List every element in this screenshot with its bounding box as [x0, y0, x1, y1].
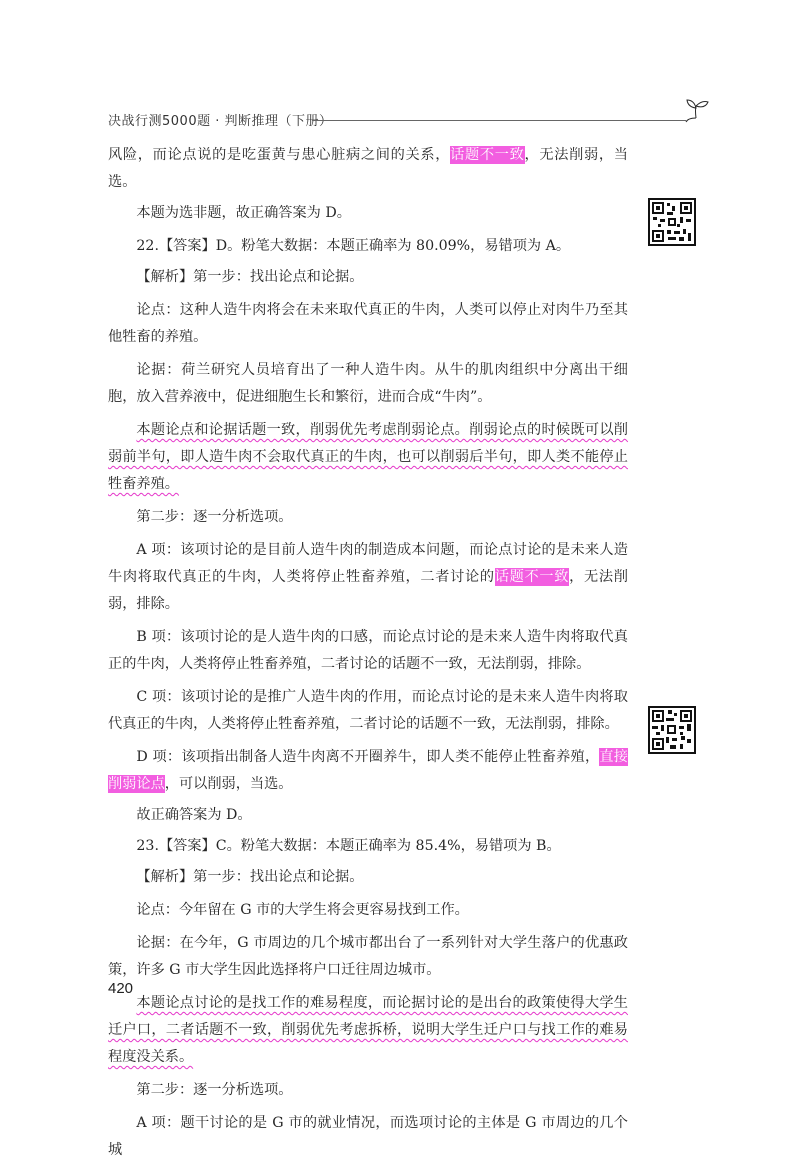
q23-evidence: 论据：在今年，G 市周边的几个城市都出台了一系列针对大学生落户的优惠政策，许多 G 市大学生因此选择将户口迁往周边城市。: [108, 935, 628, 978]
paragraph: 本题为选非题，故正确答案为 D。: [136, 205, 351, 221]
wavy-underline-text: 本题论点和论据话题一致，削弱优先考虑削弱论点。削弱论点的时候既可以削弱前半句，即人造牛肉不会取代真正的牛肉，也可以削弱后半句，即人类不能停止牲畜养殖。: [108, 422, 628, 492]
running-header: [108, 104, 708, 134]
qr-code-icon[interactable]: [648, 706, 696, 754]
page-body: [108, 142, 628, 1164]
qr-code-icon[interactable]: [648, 198, 696, 246]
q23-answer-line: 23.【答案】C。粉笔大数据：本题正确率为 85.4%，易错项为 B。: [136, 838, 561, 854]
q22-option-c: C 项：该项讨论的是推广人造牛肉的作用，而论点讨论的是未来人造牛肉将取代真正的牛肉，人类将停止牲畜养殖，二者讨论的话题不一致，无法削弱，排除。: [108, 689, 628, 732]
book-title: 决战行测5000题 · 判断推理（下册）: [108, 114, 333, 129]
analysis-tag: 【解析】: [136, 869, 194, 885]
q22-option-a: A 项：该项讨论的是目前人造牛肉的制造成本问题，而论点讨论的是未来人造牛肉将取代真正的牛肉，人类将停止牲畜养殖，二者讨论的话题不一致，无法削弱，排除。: [108, 542, 628, 612]
q22-note: [108, 417, 628, 498]
header-rule: [312, 120, 686, 121]
q22-final: 故正确答案为 D。: [136, 807, 252, 823]
wavy-underline-text: 本题论点讨论的是找工作的难易程度，而论据讨论的是出台的政策使得大学生迁户口，二者话题不一致，削弱优先考虑拆桥，说明大学生迁户口与找工作的难易程度没关系。: [108, 995, 628, 1065]
paragraph: 风险，而论点说的是吃蛋黄与患心脏病之间的关系，话题不一致，无法削弱，当选。: [108, 147, 628, 190]
q23-claim: 论点：今年留在 G 市的大学生将会更容易找到工作。: [136, 902, 469, 918]
answer-tag: 【答案】: [158, 238, 216, 254]
q22-claim: 论点：这种人造牛肉将会在未来取代真正的牛肉，人类可以停止对肉牛乃至其他牲畜的养殖。: [108, 302, 628, 345]
highlight-mark: 话题不一致: [450, 147, 525, 163]
analysis-tag: 【解析】: [136, 269, 194, 285]
q22-answer-line: 22.【答案】D。粉笔大数据：本题正确率为 80.09%，易错项为 A。: [136, 238, 571, 254]
q22-option-b: B 项：该项讨论的是人造牛肉的口感，而论点讨论的是未来人造牛肉将取代真正的牛肉，人类将停止牲畜养殖，二者讨论的话题不一致，无法削弱，排除。: [108, 629, 628, 672]
q23-step2: 第二步：逐一分析选项。: [136, 1082, 293, 1098]
answer-tag: 【答案】: [158, 838, 216, 854]
q22-analysis-line: 【解析】第一步：找出论点和论据。: [136, 269, 364, 285]
highlight-mark: 话题不一致: [494, 569, 570, 585]
highlight-mark: 直接削弱论点: [108, 749, 628, 792]
page-number: 420: [108, 980, 134, 997]
q23-option-a: A 项：题干讨论的是 G 市的就业情况，而选项讨论的主体是 G 市周边的几个城: [108, 1115, 628, 1158]
q23-note: [108, 990, 628, 1071]
q22-option-d: D 项：该项指出制备人造牛肉离不开圈养牛，即人类不能停止牲畜养殖，直接削弱论点，可以削弱，当选。: [108, 749, 628, 792]
q22-evidence: 论据：荷兰研究人员培育出了一种人造牛肉。从牛的肌肉组织中分离出干细胞，放入营养液中，促进细胞生长和繁衍，进而合成“牛肉”。: [108, 362, 628, 405]
sprout-icon: [682, 96, 710, 126]
q23-analysis-line: 【解析】第一步：找出论点和论据。: [136, 869, 364, 885]
q22-step2: 第二步：逐一分析选项。: [136, 509, 293, 525]
